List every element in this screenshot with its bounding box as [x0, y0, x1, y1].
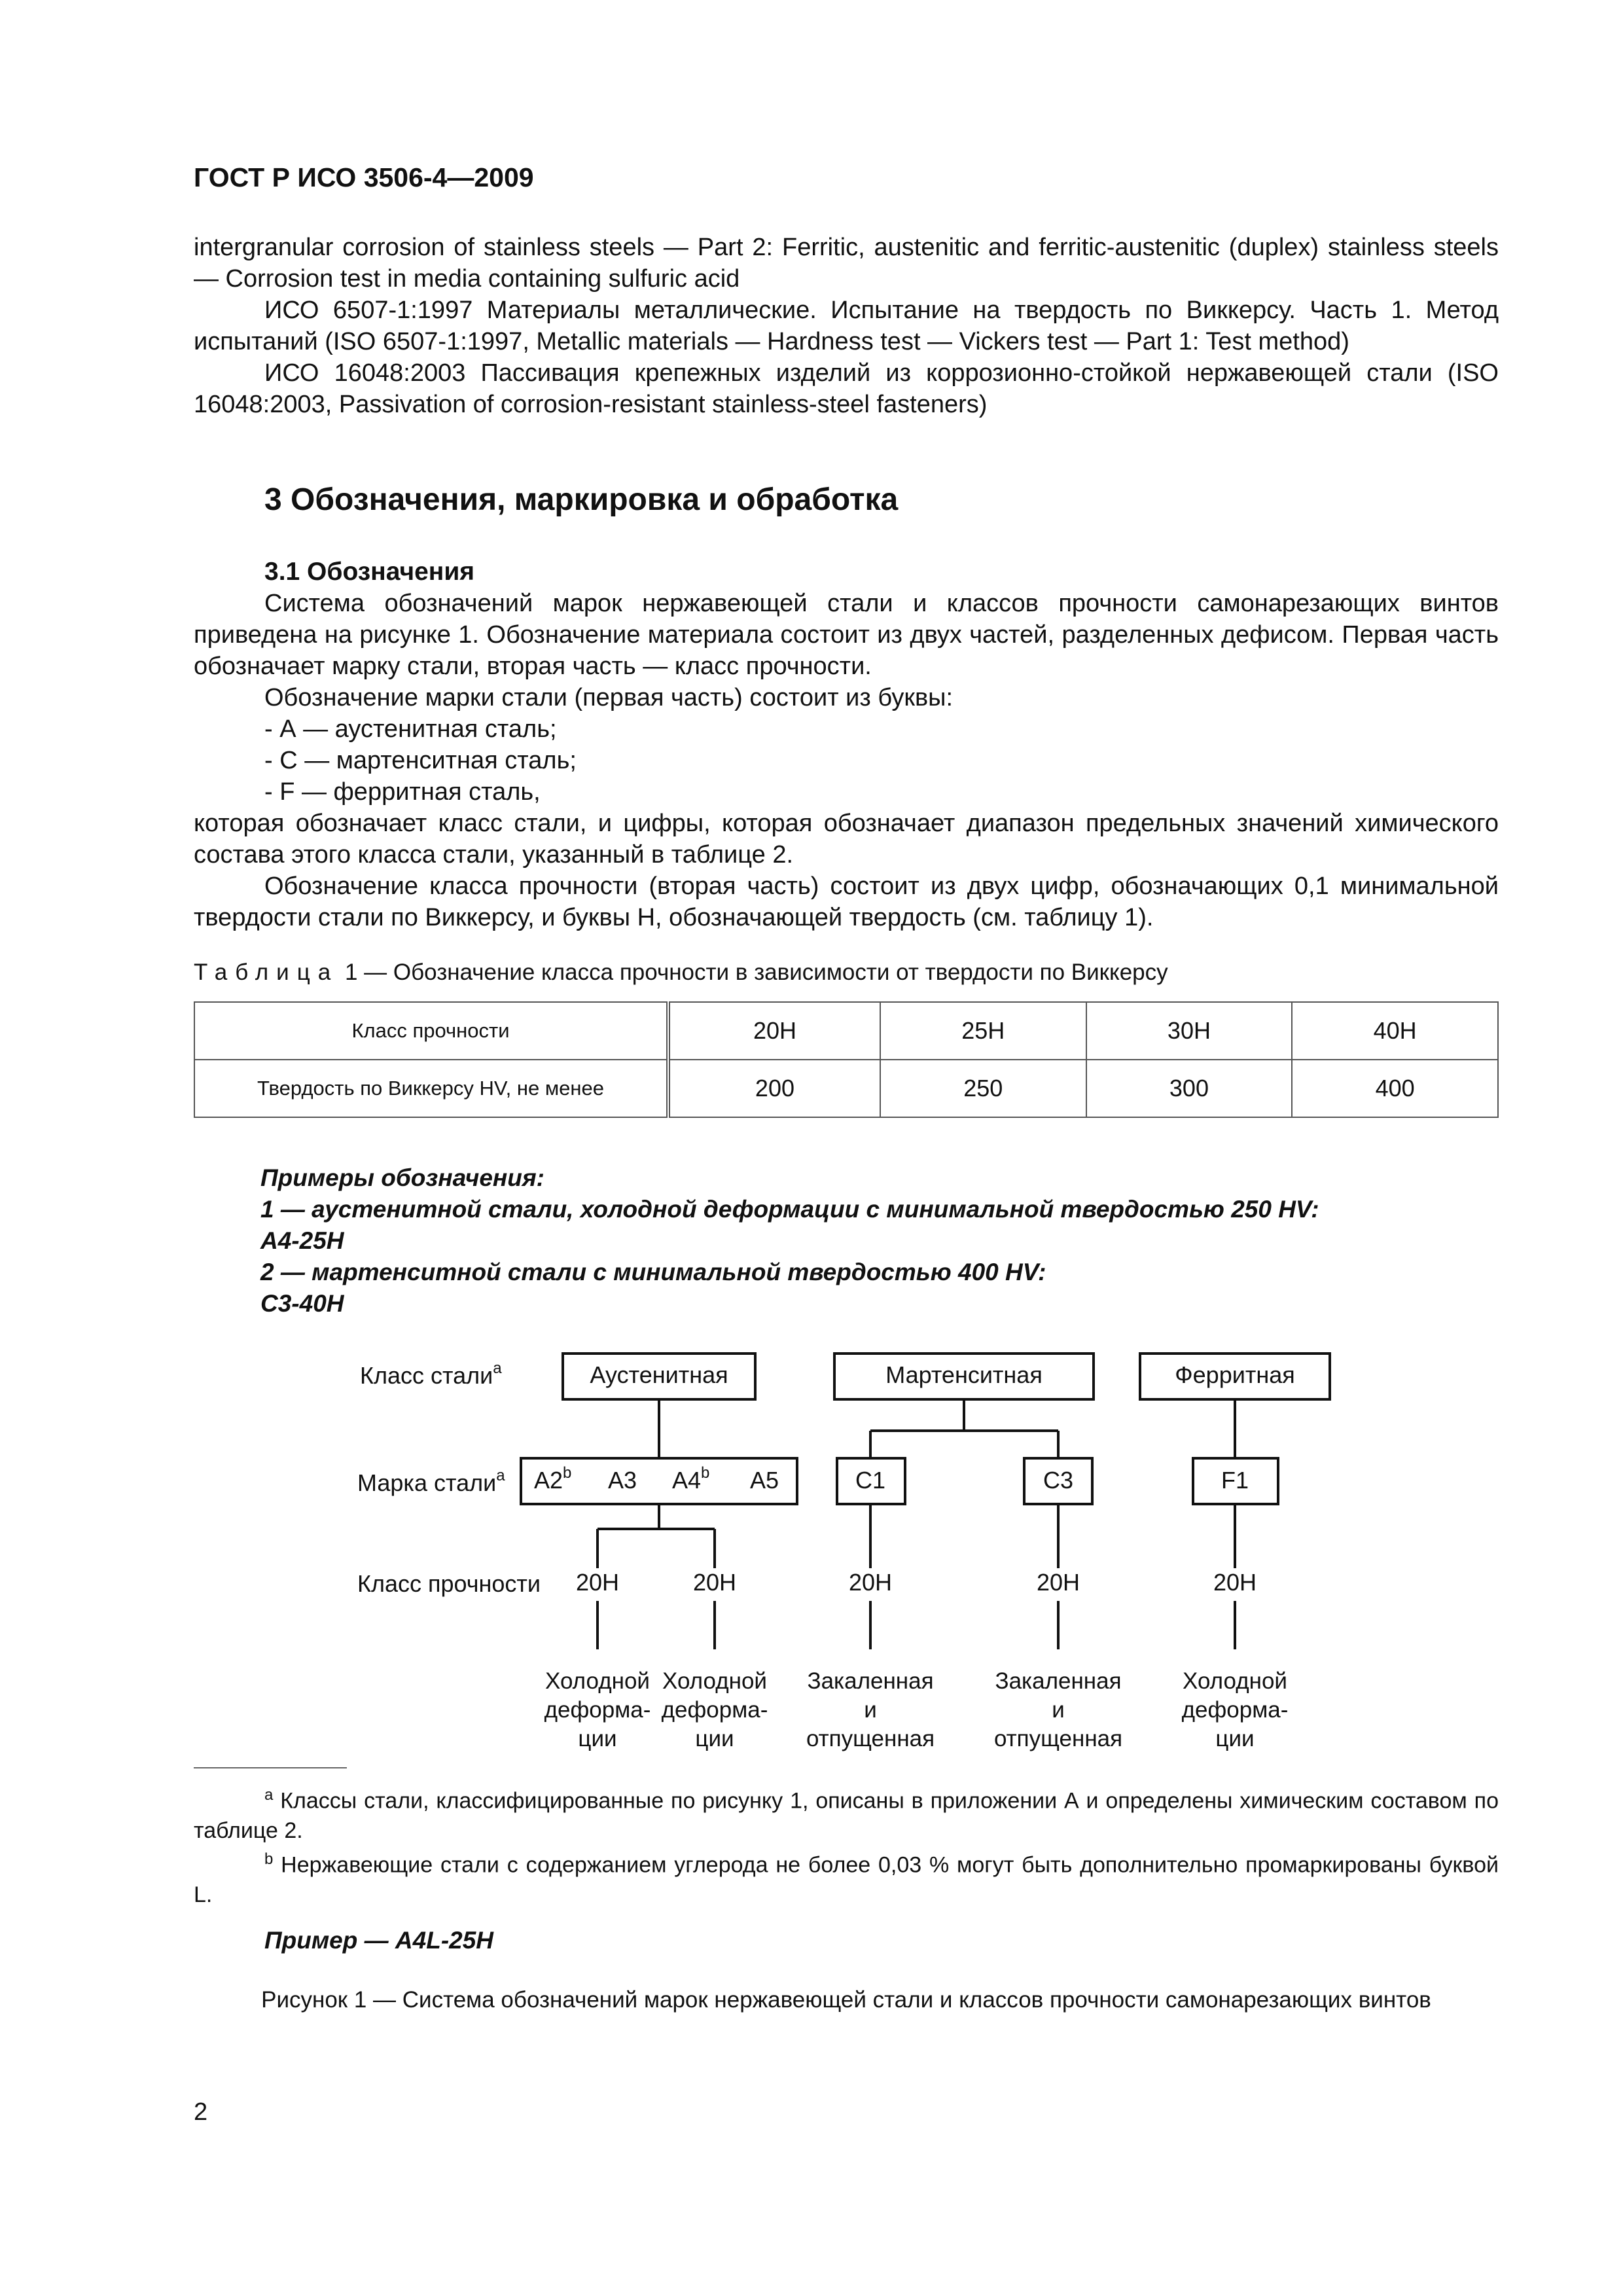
- strength-label: 20H: [1213, 1569, 1257, 1596]
- document-header: ГОСТ Р ИСО 3506-4—2009: [194, 162, 534, 192]
- footnote-b-mark: b: [264, 1850, 274, 1868]
- section-paragraph-3: которая обозначает класс стали, и цифры, которая обозначает диапазон предельных значений химического состава этого класса стали, указанный в таблице 2.: [194, 810, 1499, 869]
- section-title: 3 Обозначения, маркировка и обработка: [264, 482, 899, 517]
- treatment-cold-line1: Холодной: [1183, 1668, 1287, 1694]
- example-2-code: С3-40Н: [260, 1290, 344, 1317]
- footnote-a: [194, 1780, 1499, 1846]
- section-paragraph-1: Система обозначений марок нержавеющей стали и классов прочности самонарезающих винтов приведена на рисунке 1. Обозначение материала состоит из двух частей, разделенных дефисом. Первая часть обозначает марку стали, вторая часть — класс прочности.: [194, 590, 1499, 680]
- example-1: 1 — аустенитной стали, холодной деформации с минимальной твердостью 250 HV:: [260, 1196, 1319, 1223]
- connector-line: [870, 1504, 1235, 1568]
- class-ferritic-label: Ферритная: [1175, 1361, 1295, 1388]
- subsection-title: 3.1 Обозначения: [264, 558, 475, 586]
- table-caption-word: Таблица: [194, 960, 339, 985]
- treatment-cold-line1: Холодной: [662, 1668, 767, 1694]
- page-number: 2: [194, 2098, 208, 2126]
- treatment-hardened-line1: Закаленная: [995, 1668, 1122, 1694]
- table-caption-text: 1 — Обозначение класса прочности в зависимости от твердости по Виккерсу: [338, 960, 1168, 985]
- class-austenitic-label: Аустенитная: [590, 1361, 728, 1388]
- footnote-b-text: Нержавеющие стали с содержанием углерода не более 0,03 % могут быть дополнительно промаркированы буквой L.: [194, 1852, 1499, 1908]
- list-item-austenitic: - А — аустенитная сталь;: [264, 715, 557, 743]
- treatment-cold-line3: ции: [695, 1726, 734, 1751]
- class-martensitic-label: Мартенситная: [885, 1361, 1043, 1388]
- table-cell-label: Твердость по Виккерсу HV, не менее: [194, 1060, 668, 1117]
- table-cell: 250: [880, 1060, 1086, 1117]
- example-2: 2 — мартенситной стали с минимальной твердостью 400 HV:: [260, 1259, 1046, 1285]
- treatment-hardened-line2: и: [864, 1697, 877, 1723]
- strength-label: 20H: [575, 1569, 620, 1596]
- treatment-hardened-line3: отпущенная: [806, 1726, 935, 1751]
- figure-caption: Рисунок 1 — Система обозначений марок нержавеющей стали и классов прочности самонарезающих винтов: [261, 1987, 1431, 2013]
- grade-a3-label: А3: [608, 1467, 637, 1494]
- strength-label: 20H: [1036, 1569, 1080, 1596]
- grade-a5-label: А5: [750, 1467, 779, 1494]
- reference-paragraph-1: intergranular corrosion of stainless steels — Part 2: Ferritic, austenitic and ferritic-austenitic (duplex) stainless steels — Corrosion test in media containing sulfuric acid: [194, 234, 1499, 293]
- diagram-label-strength-class: Класс прочности: [357, 1570, 541, 1597]
- diagram-label-steel-class: Класс стали$^a$: [360, 1359, 502, 1389]
- strength-label: 20H: [692, 1569, 737, 1596]
- footnote-example: Пример — A4L-25H: [264, 1927, 494, 1954]
- connector-line: [870, 1399, 1058, 1458]
- treatment-hardened-line2: и: [1052, 1697, 1065, 1723]
- reference-paragraph-2: ИСО 6507-1:1997 Материалы металлические. Испытание на твердость по Виккерсу. Часть 1. Метод испытаний (ISO 6507-1:1997, Metallic materials — Hardness test — Vickers test — Part 1: Test method): [194, 296, 1499, 355]
- table-cell: 300: [1086, 1060, 1293, 1117]
- treatment-cold-line3: ции: [1215, 1726, 1255, 1751]
- table-cell: 25H: [880, 1002, 1086, 1060]
- table-cell-label: Класс прочности: [194, 1002, 668, 1060]
- reference-paragraph-3: ИСО 16048:2003 Пассивация крепежных изделий из коррозионно-стойкой нержавеющей стали (ISO 16048:2003, Passivation of corrosion-resistant stainless-steel fasteners): [194, 359, 1499, 418]
- grade-a4-label: А4$^b$: [672, 1464, 710, 1494]
- diagram-label-steel-grade: Марка стали$^a$: [357, 1467, 505, 1496]
- connector-line: [597, 1601, 1235, 1649]
- grade-a2-label: А2$^b$: [534, 1464, 572, 1494]
- list-item-martensitic: - С — мартенситная сталь;: [264, 747, 577, 774]
- table-cell: 200: [668, 1060, 880, 1117]
- grade-f1-label: F1: [1221, 1467, 1249, 1494]
- examples-title: Примеры обозначения:: [260, 1164, 544, 1191]
- treatment-cold-line3: ции: [578, 1726, 617, 1751]
- grade-c1-label: С1: [855, 1467, 886, 1494]
- strength-label: 20H: [848, 1569, 893, 1596]
- treatment-cold-line1: Холодной: [545, 1668, 650, 1694]
- section-paragraph-2: Обозначение марки стали (первая часть) состоит из буквы:: [264, 684, 953, 711]
- footnote-b: [194, 1844, 1499, 1910]
- table-cell: 400: [1292, 1060, 1498, 1117]
- example-1-code: А4-25Н: [260, 1227, 344, 1254]
- treatment-cold-line2: деформа-: [1181, 1697, 1289, 1723]
- list-item-ferritic: - F — ферритная сталь,: [264, 778, 541, 806]
- table-cell: 30H: [1086, 1002, 1293, 1060]
- treatment-hardened-line1: Закаленная: [807, 1668, 934, 1694]
- footnote-separator: [194, 1767, 347, 1768]
- connector-line: [597, 1504, 715, 1568]
- footnote-a-mark: a: [264, 1786, 274, 1804]
- table-cell: 20H: [668, 1002, 880, 1060]
- treatment-hardened-line3: отпущенная: [993, 1726, 1123, 1751]
- treatment-cold-line2: деформа-: [661, 1697, 768, 1723]
- section-paragraph-4: Обозначение класса прочности (вторая часть) состоит из двух цифр, обозначающих 0,1 минимальной твердости стали по Виккерсу, и буквы Н, обозначающей твердость (см. таблицу 1).: [194, 872, 1499, 931]
- treatment-cold-line2: деформа-: [544, 1697, 651, 1723]
- footnote-a-text: Классы стали, классифицированные по рисунку 1, описаны в приложении А и определены химическим составом по таблице 2.: [194, 1788, 1499, 1844]
- grade-c3-label: С3: [1043, 1467, 1074, 1494]
- table-cell: 40H: [1292, 1002, 1498, 1060]
